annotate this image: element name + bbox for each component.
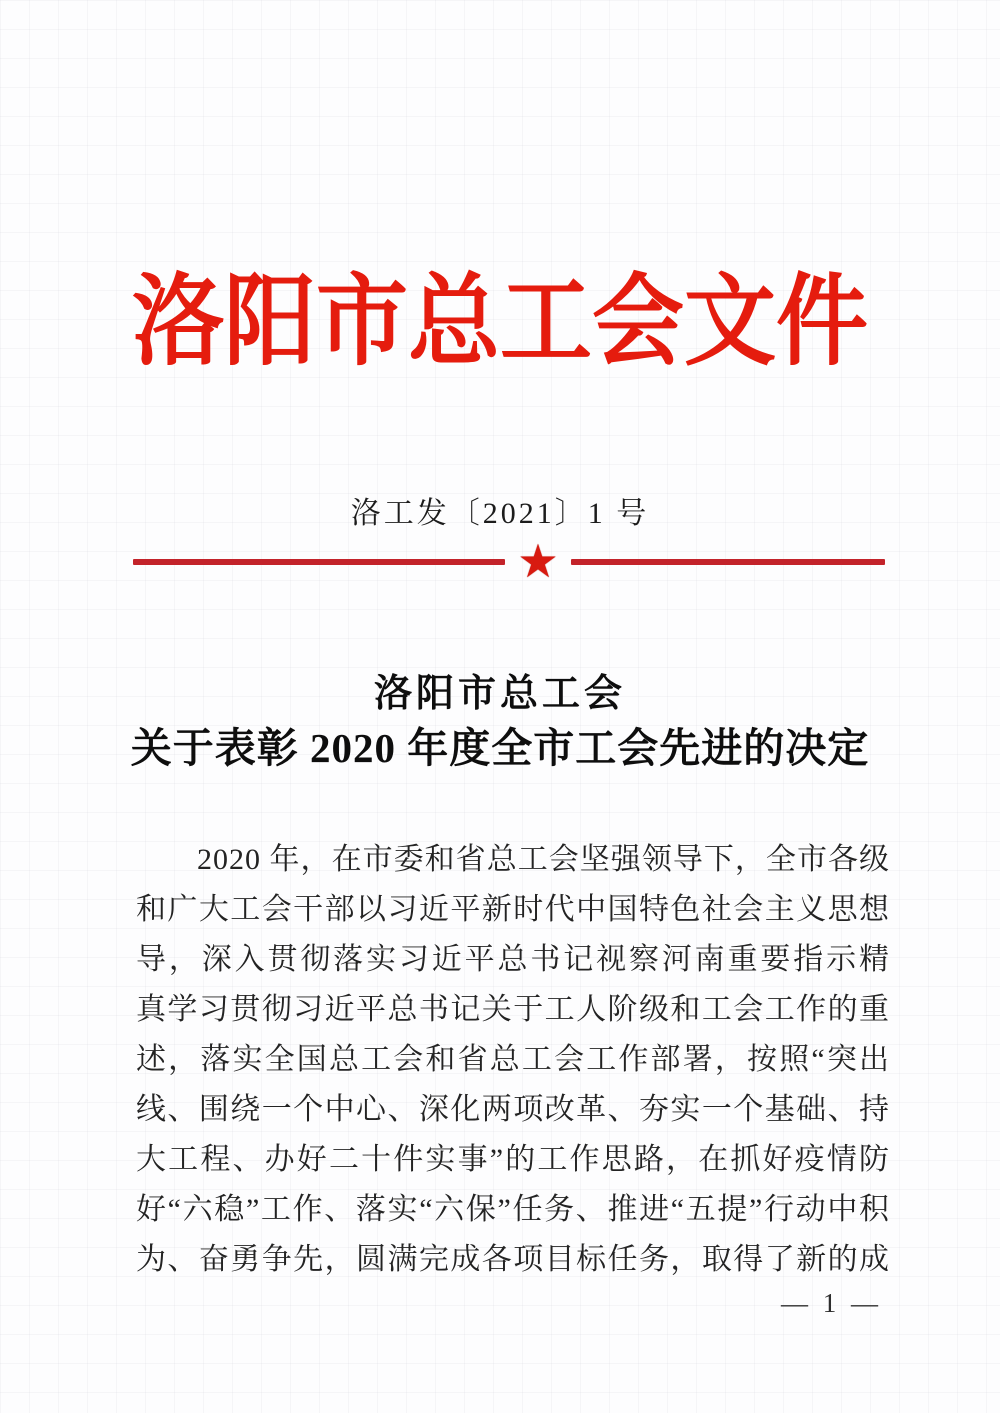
divider-line-left <box>133 559 505 565</box>
body-line: 线、围绕一个中心、深化两项改革、夯实一个基础、持 <box>136 1093 890 1126</box>
document-title-line1: 洛阳市总工会 <box>373 673 626 715</box>
red-divider <box>133 536 885 587</box>
divider-line-right <box>571 559 885 565</box>
body-line: 述，落实全国总工会和省总工会工作部署，按照“突出 <box>136 1043 890 1076</box>
body-line: 好“六稳”工作、落实“六保”任务、推进“五提”行动中积 <box>136 1193 890 1226</box>
body-line: 大工程、办好二十件实事”的工作思路，在抓好疫情防 <box>136 1143 890 1176</box>
body-line: 2020 年，在市委和省总工会坚强领导下，全市各级 <box>197 843 890 876</box>
document-number: 洛工发〔2021〕1 号 <box>350 497 650 530</box>
star-icon: ★ <box>517 536 559 587</box>
body-line: 真学习贯彻习近平总书记关于工人阶级和工会工作的重 <box>136 993 890 1026</box>
document-title-line2: 关于表彰 2020 年度全市工会先进的决定 <box>130 725 870 771</box>
body-line: 导，深入贯彻落实习近平总书记视察河南重要指示精 <box>136 943 890 976</box>
body-paragraph <box>136 835 890 1285</box>
red-header-title: 洛阳市总工会文件 <box>131 266 868 378</box>
body-line: 为、奋勇争先，圆满完成各项目标任务，取得了新的成 <box>136 1243 890 1276</box>
page-number: — 1 — <box>781 1288 882 1318</box>
document-title <box>0 668 1000 776</box>
body-line: 和广大工会干部以习近平新时代中国特色社会主义思想 <box>136 893 890 926</box>
